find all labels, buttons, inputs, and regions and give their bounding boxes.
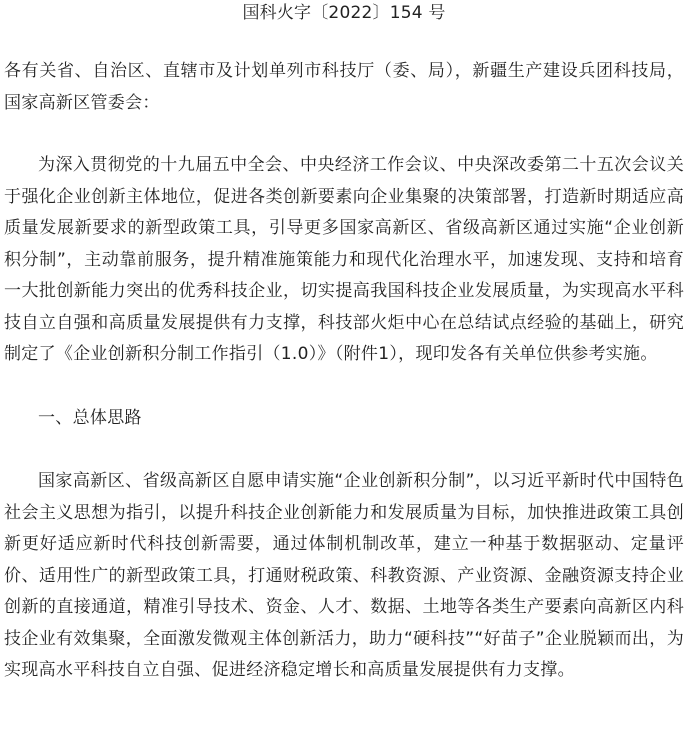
addressee-paragraph: 各有关省、自治区、直辖市及计划单列市科技厅（委、局），新疆生产建设兵团科技局，国家高新区管委会：: [4, 61, 684, 113]
document-number: 国科火字〔2022〕154 号: [242, 3, 446, 23]
section-heading: 一、总体思路: [38, 407, 142, 428]
section-paragraph: 国家高新区、省级高新区自愿申请实施“企业创新积分制”，以习近平新时代中国特色社会主义思想为指引，以提升科技企业创新能力和发展质量为目标，加快推进政策工具创新更好适应新时代科技创新需要，通过体制机制改革，建立一种基于数据驱动、定量评价、适用性广的新型政策工具，打通财税政策、科教资源、产业资源、金融资源支持企业创新的直接通道，精准引导技术、资金、人才、数据、土地等各类生产要素向高新区内科技企业有效集聚，全面激发微观主体创新活力，助力“硬科技”“好苗子”企业脱颖而出，为实现高水平科技自立自强、促进经济稳定增长和高质量发展提供有力支撑。: [4, 471, 684, 680]
document: [4, 0, 684, 687]
intro-paragraph: 为深入贯彻党的十九届五中全会、中央经济工作会议、中央深改委第二十五次会议关于强化企业创新主体地位，促进各类创新要素向企业集聚的决策部署，打造新时期适应高质量发展新要求的新型政策工具，引导更多国家高新区、省级高新区通过实施“企业创新积分制”，主动靠前服务，提升精准施策能力和现代化治理水平，加速发现、支持和培育一大批创新能力突出的优秀科技企业，切实提高我国科技企业发展质量，为实现高水平科技自立自强和高质量发展提供有力支撑，科技部火炬中心在总结试点经验的基础上，研究制定了《企业创新积分制工作指引（1.0）》（附件1），现印发各有关单位供参考实施。: [4, 155, 684, 364]
